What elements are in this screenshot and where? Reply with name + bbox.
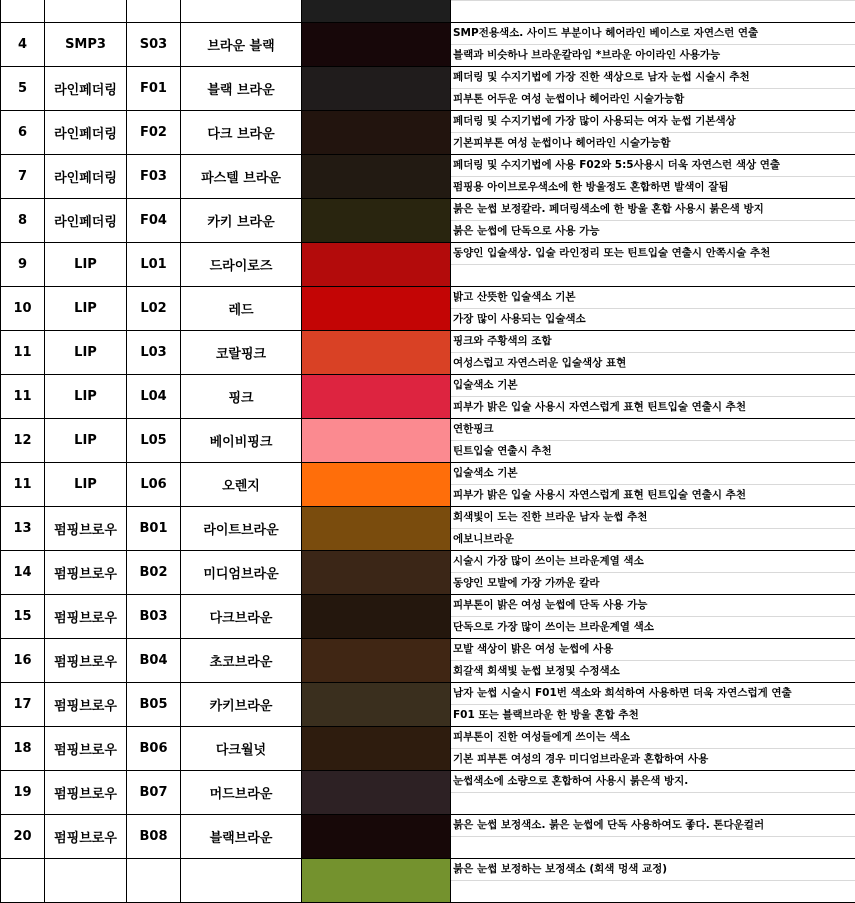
color-name-cell <box>181 859 302 903</box>
code-cell: B03 <box>127 595 181 639</box>
category-cell: 펌핑브로우 <box>45 771 127 815</box>
code-cell: L03 <box>127 331 181 375</box>
description-cell <box>451 463 855 507</box>
description-cell <box>451 199 855 243</box>
description-cell <box>451 683 855 727</box>
row-number-cell: 14 <box>1 551 45 595</box>
color-swatch <box>302 287 451 331</box>
description-line: 피부가 밝은 입술 사용시 자연스럽게 표현 틴트입술 연출시 추천 <box>451 397 855 418</box>
description-line: 남자 눈썹 시술시 F01번 색소와 희석하여 사용하면 더욱 자연스럽게 연출 <box>451 683 855 705</box>
code-cell: L04 <box>127 375 181 419</box>
description-line: 피부가 밝은 입술 사용시 자연스럽게 표현 틴트입술 연출시 추천 <box>451 485 855 506</box>
color-name-cell: 코랄핑크 <box>181 331 302 375</box>
color-swatch <box>302 507 451 551</box>
color-name-cell: 카키브라운 <box>181 683 302 727</box>
category-cell: 펌핑브로우 <box>45 595 127 639</box>
description-line: 붉은 눈썹 보정칼라. 페더링색소에 한 방울 혼합 사용시 붉은색 방지 <box>451 199 855 221</box>
color-name-cell: 미디엄브라운 <box>181 551 302 595</box>
table-row <box>1 375 855 419</box>
color-swatch <box>302 111 451 155</box>
table-row <box>1 0 855 23</box>
row-number-cell: 6 <box>1 111 45 155</box>
code-cell: L01 <box>127 243 181 287</box>
category-cell: 라인페더링 <box>45 199 127 243</box>
description-line: 블랙과 비슷하나 브라운칼라임 *브라운 아이라인 사용가능 <box>451 45 855 66</box>
table-row <box>1 155 855 199</box>
code-cell: B05 <box>127 683 181 727</box>
color-name-cell: 블랙브라운 <box>181 815 302 859</box>
description-line: 붉은 눈썹에 단독으로 사용 가능 <box>451 221 855 242</box>
color-swatch <box>302 639 451 683</box>
code-cell: F02 <box>127 111 181 155</box>
row-number-cell: 9 <box>1 243 45 287</box>
row-number-cell: 12 <box>1 419 45 463</box>
code-cell: B07 <box>127 771 181 815</box>
description-cell <box>451 507 855 551</box>
code-cell: B08 <box>127 815 181 859</box>
table-row <box>1 595 855 639</box>
row-number-cell: 17 <box>1 683 45 727</box>
row-number-cell: 8 <box>1 199 45 243</box>
description-cell <box>451 287 855 331</box>
color-swatch <box>302 815 451 859</box>
description-cell <box>451 859 855 903</box>
color-name-cell: 다크 브라운 <box>181 111 302 155</box>
description-cell <box>451 0 855 23</box>
category-cell: 펌핑브로우 <box>45 551 127 595</box>
color-swatch <box>302 375 451 419</box>
table-row <box>1 111 855 155</box>
table-row <box>1 683 855 727</box>
description-cell <box>451 331 855 375</box>
row-number-cell <box>1 0 45 23</box>
color-swatch <box>302 595 451 639</box>
row-number-cell: 15 <box>1 595 45 639</box>
description-line: 붉은 눈썹 보정하는 보정색소 (회색 멍색 교정) <box>451 859 855 881</box>
category-cell: 펌핑브로우 <box>45 683 127 727</box>
description-cell <box>451 67 855 111</box>
color-name-cell: 브라운 블랙 <box>181 23 302 67</box>
color-name-cell <box>181 0 302 23</box>
color-name-cell: 드라이로즈 <box>181 243 302 287</box>
description-line: 핑크와 주황색의 조합 <box>451 331 855 353</box>
description-line: 동양인 모발에 가장 가까운 칼라 <box>451 573 855 594</box>
color-swatch <box>302 243 451 287</box>
table-row <box>1 507 855 551</box>
category-cell: LIP <box>45 375 127 419</box>
category-cell: LIP <box>45 419 127 463</box>
color-swatch <box>302 331 451 375</box>
category-cell: SMP3 <box>45 23 127 67</box>
description-line: 가장 많이 사용되는 입술색소 <box>451 309 855 330</box>
description-line: 틴트입술 연출시 추천 <box>451 441 855 462</box>
description-cell <box>451 551 855 595</box>
color-swatch <box>302 199 451 243</box>
category-cell: 라인페더링 <box>45 67 127 111</box>
category-cell <box>45 0 127 23</box>
row-number-cell: 11 <box>1 331 45 375</box>
table-row <box>1 243 855 287</box>
color-swatch <box>302 67 451 111</box>
code-cell: L05 <box>127 419 181 463</box>
table-row <box>1 771 855 815</box>
description-line: 페더링 및 수지기법에 가장 진한 색상으로 남자 눈썹 시술시 추천 <box>451 67 855 89</box>
description-cell <box>451 639 855 683</box>
description-cell <box>451 815 855 859</box>
row-number-cell: 5 <box>1 67 45 111</box>
color-swatch <box>302 551 451 595</box>
description-line: 연한핑크 <box>451 419 855 441</box>
category-cell: LIP <box>45 287 127 331</box>
category-cell: 펌핑브로우 <box>45 507 127 551</box>
color-name-cell: 베이비핑크 <box>181 419 302 463</box>
row-number-cell: 4 <box>1 23 45 67</box>
color-name-cell: 초코브라운 <box>181 639 302 683</box>
row-number-cell: 20 <box>1 815 45 859</box>
description-cell <box>451 243 855 287</box>
description-cell <box>451 771 855 815</box>
code-cell <box>127 859 181 903</box>
description-line: 회색빛이 도는 진한 브라운 남자 눈썹 추천 <box>451 507 855 529</box>
color-swatch <box>302 859 451 903</box>
code-cell: F01 <box>127 67 181 111</box>
code-cell: L06 <box>127 463 181 507</box>
color-name-cell: 레드 <box>181 287 302 331</box>
description-cell <box>451 375 855 419</box>
row-number-cell: 11 <box>1 375 45 419</box>
row-number-cell: 10 <box>1 287 45 331</box>
description-line: 회갈색 회색빛 눈썹 보정및 수정색소 <box>451 661 855 682</box>
code-cell: B02 <box>127 551 181 595</box>
color-swatch <box>302 463 451 507</box>
description-line: 기본 피부톤 여성의 경우 미디엄브라운과 혼합하여 사용 <box>451 749 855 770</box>
description-line: 페더링 및 수지기법에 가장 많이 사용되는 여자 눈썹 기본색상 <box>451 111 855 133</box>
description-cell <box>451 727 855 771</box>
description-line: 펌핑용 아이브로우색소에 한 방울정도 혼합하면 발색이 잘됨 <box>451 177 855 198</box>
category-cell: 펌핑브로우 <box>45 639 127 683</box>
category-cell: 라인페더링 <box>45 111 127 155</box>
description-line: 피부톤이 진한 여성들에게 쓰이는 색소 <box>451 727 855 749</box>
row-number-cell: 13 <box>1 507 45 551</box>
row-number-cell <box>1 859 45 903</box>
description-line: 입술색소 기본 <box>451 463 855 485</box>
color-swatch <box>302 23 451 67</box>
color-swatch <box>302 683 451 727</box>
description-line: 단독으로 가장 많이 쓰이는 브라운계열 색소 <box>451 617 855 638</box>
code-cell: L02 <box>127 287 181 331</box>
description-line: 피부톤이 밝은 여성 눈썹에 단독 사용 가능 <box>451 595 855 617</box>
color-name-cell: 카키 브라운 <box>181 199 302 243</box>
table-row <box>1 287 855 331</box>
row-number-cell: 7 <box>1 155 45 199</box>
description-line: 페더링 및 수지기법에 사용 F02와 5:5사용시 더욱 자연스런 색상 연출 <box>451 155 855 177</box>
table-row <box>1 419 855 463</box>
description-line <box>451 793 855 814</box>
table-row <box>1 639 855 683</box>
color-name-cell: 다크월넛 <box>181 727 302 771</box>
color-name-cell: 라이트브라운 <box>181 507 302 551</box>
description-cell <box>451 111 855 155</box>
description-line: 눈썹색소에 소량으로 혼합하여 사용시 붉은색 방지. <box>451 771 855 793</box>
description-cell <box>451 155 855 199</box>
description-line: 여성스럽고 자연스러운 입술색상 표현 <box>451 353 855 374</box>
color-swatch <box>302 727 451 771</box>
row-number-cell: 18 <box>1 727 45 771</box>
description-line: 에보니브라운 <box>451 529 855 550</box>
category-cell: 펌핑브로우 <box>45 727 127 771</box>
color-name-cell: 핑크 <box>181 375 302 419</box>
description-line: F01 또는 블랙브라운 한 방울 혼합 추천 <box>451 705 855 726</box>
color-name-cell: 다크브라운 <box>181 595 302 639</box>
description-line <box>451 265 855 286</box>
row-number-cell: 16 <box>1 639 45 683</box>
description-line: 입술색소 기본 <box>451 375 855 397</box>
color-swatch <box>302 771 451 815</box>
category-cell: 라인페더링 <box>45 155 127 199</box>
table-row <box>1 815 855 859</box>
color-name-cell: 파스텔 브라운 <box>181 155 302 199</box>
table-row <box>1 727 855 771</box>
color-swatch <box>302 419 451 463</box>
description-line: SMP전용색소. 사이드 부분이나 헤어라인 베이스로 자연스런 연출 <box>451 23 855 45</box>
table-row <box>1 67 855 111</box>
description-line: 피부톤 어두운 여성 눈썹이나 헤어라인 시술가능함 <box>451 89 855 110</box>
description-line: 밝고 산뜻한 입술색소 기본 <box>451 287 855 309</box>
table-row <box>1 463 855 507</box>
category-cell: LIP <box>45 331 127 375</box>
code-cell: F03 <box>127 155 181 199</box>
table-row <box>1 23 855 67</box>
code-cell: B01 <box>127 507 181 551</box>
description-line: 모발 색상이 밝은 여성 눈썹에 사용 <box>451 639 855 661</box>
code-cell: B04 <box>127 639 181 683</box>
description-cell <box>451 419 855 463</box>
table-row <box>1 331 855 375</box>
color-name-cell: 머드브라운 <box>181 771 302 815</box>
category-cell <box>45 859 127 903</box>
table-row <box>1 859 855 903</box>
code-cell <box>127 0 181 23</box>
row-number-cell: 11 <box>1 463 45 507</box>
code-cell: B06 <box>127 727 181 771</box>
category-cell: LIP <box>45 243 127 287</box>
color-name-cell: 오렌지 <box>181 463 302 507</box>
description-cell <box>451 595 855 639</box>
color-swatch <box>302 155 451 199</box>
code-cell: S03 <box>127 23 181 67</box>
description-cell <box>451 23 855 67</box>
description-line: 붉은 눈썹 보정색소. 붉은 눈썹에 단독 사용하여도 좋다. 톤다운컬러 <box>451 815 855 837</box>
description-line <box>451 1 855 22</box>
table-row <box>1 551 855 595</box>
color-name-cell: 블랙 브라운 <box>181 67 302 111</box>
code-cell: F04 <box>127 199 181 243</box>
description-line: 기본피부톤 여성 눈썹이나 헤어라인 시술가능함 <box>451 133 855 154</box>
description-line: 동양인 입술색상. 입술 라인정리 또는 틴트입술 연출시 안쪽시술 추천 <box>451 243 855 265</box>
row-number-cell: 19 <box>1 771 45 815</box>
description-line: 시술시 가장 많이 쓰이는 브라운계열 색소 <box>451 551 855 573</box>
table-row <box>1 199 855 243</box>
color-swatch <box>302 0 451 23</box>
category-cell: LIP <box>45 463 127 507</box>
category-cell: 펌핑브로우 <box>45 815 127 859</box>
description-line <box>451 881 855 902</box>
